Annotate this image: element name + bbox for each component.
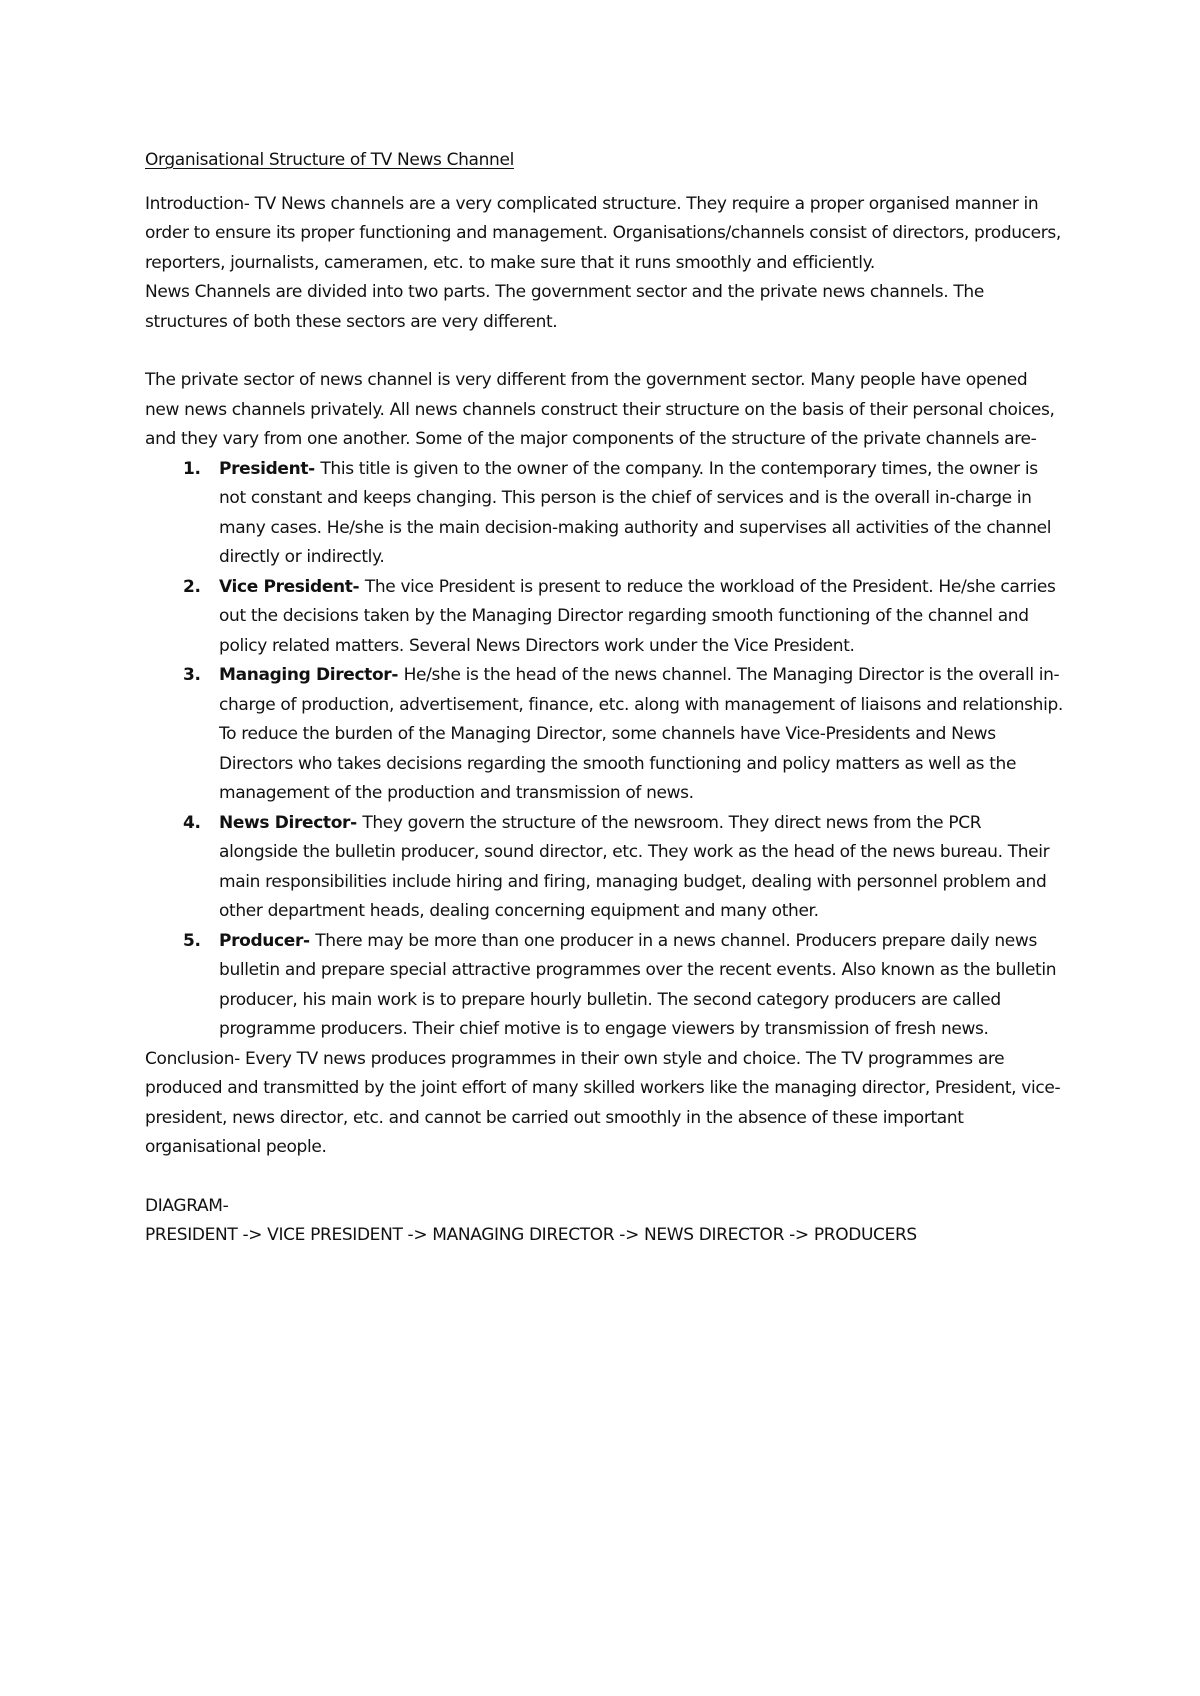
- description-producer: There may be more than one producer in a news channel. Producers prepare daily news bulletin and prepare special attractive programmes over the recent events. Also known as the bulletin producer, his main work is to prepare hourly bulletin. The second category producers are called programme producers. Their chief motive is to engage viewers by transmission of fresh news.: [219, 930, 1057, 1039]
- conclusion-paragraph: Conclusion- Every TV news produces programmes in their own style and choice. The TV programmes are produced and transmitted by the joint effort of many skilled workers like the managing director, President, vice-president, news director, etc. and cannot be carried out smoothly in the absence of these important organisational people.: [145, 1048, 1061, 1157]
- description-news-director: They govern the structure of the newsroom. They direct news from the PCR alongside the bulletin producer, sound director, etc. They work as the head of the news bureau. Their main responsibilities include hiring and firing, managing budget, dealing with personnel problem and other department heads, dealing concerning equipment and many other.: [219, 812, 1050, 921]
- term-vice-president: Vice President-: [219, 576, 365, 597]
- term-managing-director: Managing Director-: [219, 665, 404, 685]
- description-vice-president: The vice President is present to reduce the workload of the President. He/she carries out the decisions taken by the Managing Director regarding smooth functioning of the channel and policy related matters. Several News Directors work under the Vice President.: [219, 576, 1056, 656]
- list-item-managing-director: [145, 661, 1065, 809]
- introduction-paragraph: Introduction- TV News channels are a very complicated structure. They require a proper organised manner in order to ensure its proper functioning and management. Organisations/channels consist of directors, producers, reporters, journalists, cameramen, etc. to make sure that it runs smoothly and efficiently.: [145, 193, 1061, 273]
- description-president: This title is given to the owner of the company. In the contemporary times, the owner is not constant and keeps changing. This person is the chief of services and is the overall in-charge in many cases. He/she is the main decision-making authority and supervises all activities of the channel directly or indirectly.: [219, 458, 1052, 567]
- term-producer: Producer-: [219, 930, 316, 951]
- term-president: President-: [219, 458, 321, 479]
- term-news-director: News Director-: [219, 812, 363, 833]
- private-sector-paragraph: The private sector of news channel is very different from the government sector. Many people have opened new news channels privately. All news channels construct their structure on the basis of their personal choices, and they vary from one another. Some of the major components of the structure of the private channels are-: [145, 370, 1055, 449]
- document-body: [145, 146, 1065, 1251]
- sectors-paragraph: News Channels are divided into two parts. The government sector and the private news channels. The structures of both these sectors are very different.: [145, 282, 984, 332]
- document-title: Organisational Structure of TV News Channel: [145, 150, 514, 170]
- list-item-producer: [145, 927, 1065, 1045]
- components-list: [145, 455, 1065, 1045]
- list-number: 2.: [183, 576, 201, 597]
- list-number: 4.: [183, 812, 201, 833]
- list-number: 1.: [183, 458, 201, 479]
- description-managing-director: He/she is the head of the news channel. The Managing Director is the overall in-charge of production, advertisement, finance, etc. along with management of liaisons and relationship. To reduce the burden of the Managing Director, some channels have Vice-Presidents and News Directors who takes decisions regarding the smooth functioning and policy matters as well as the management of the production and transmission of news.: [219, 665, 1063, 803]
- paragraph-spacer: [145, 337, 1065, 366]
- list-item-vice-president: [145, 573, 1065, 662]
- list-number: 5.: [183, 930, 201, 951]
- list-number: 3.: [183, 665, 201, 685]
- list-item-news-director: [145, 809, 1065, 927]
- diagram-flow: PRESIDENT -> VICE PRESIDENT -> MANAGING DIRECTOR -> NEWS DIRECTOR -> PRODUCERS: [145, 1225, 917, 1245]
- diagram-heading: DIAGRAM-: [145, 1195, 229, 1216]
- list-item-president: [145, 455, 1065, 573]
